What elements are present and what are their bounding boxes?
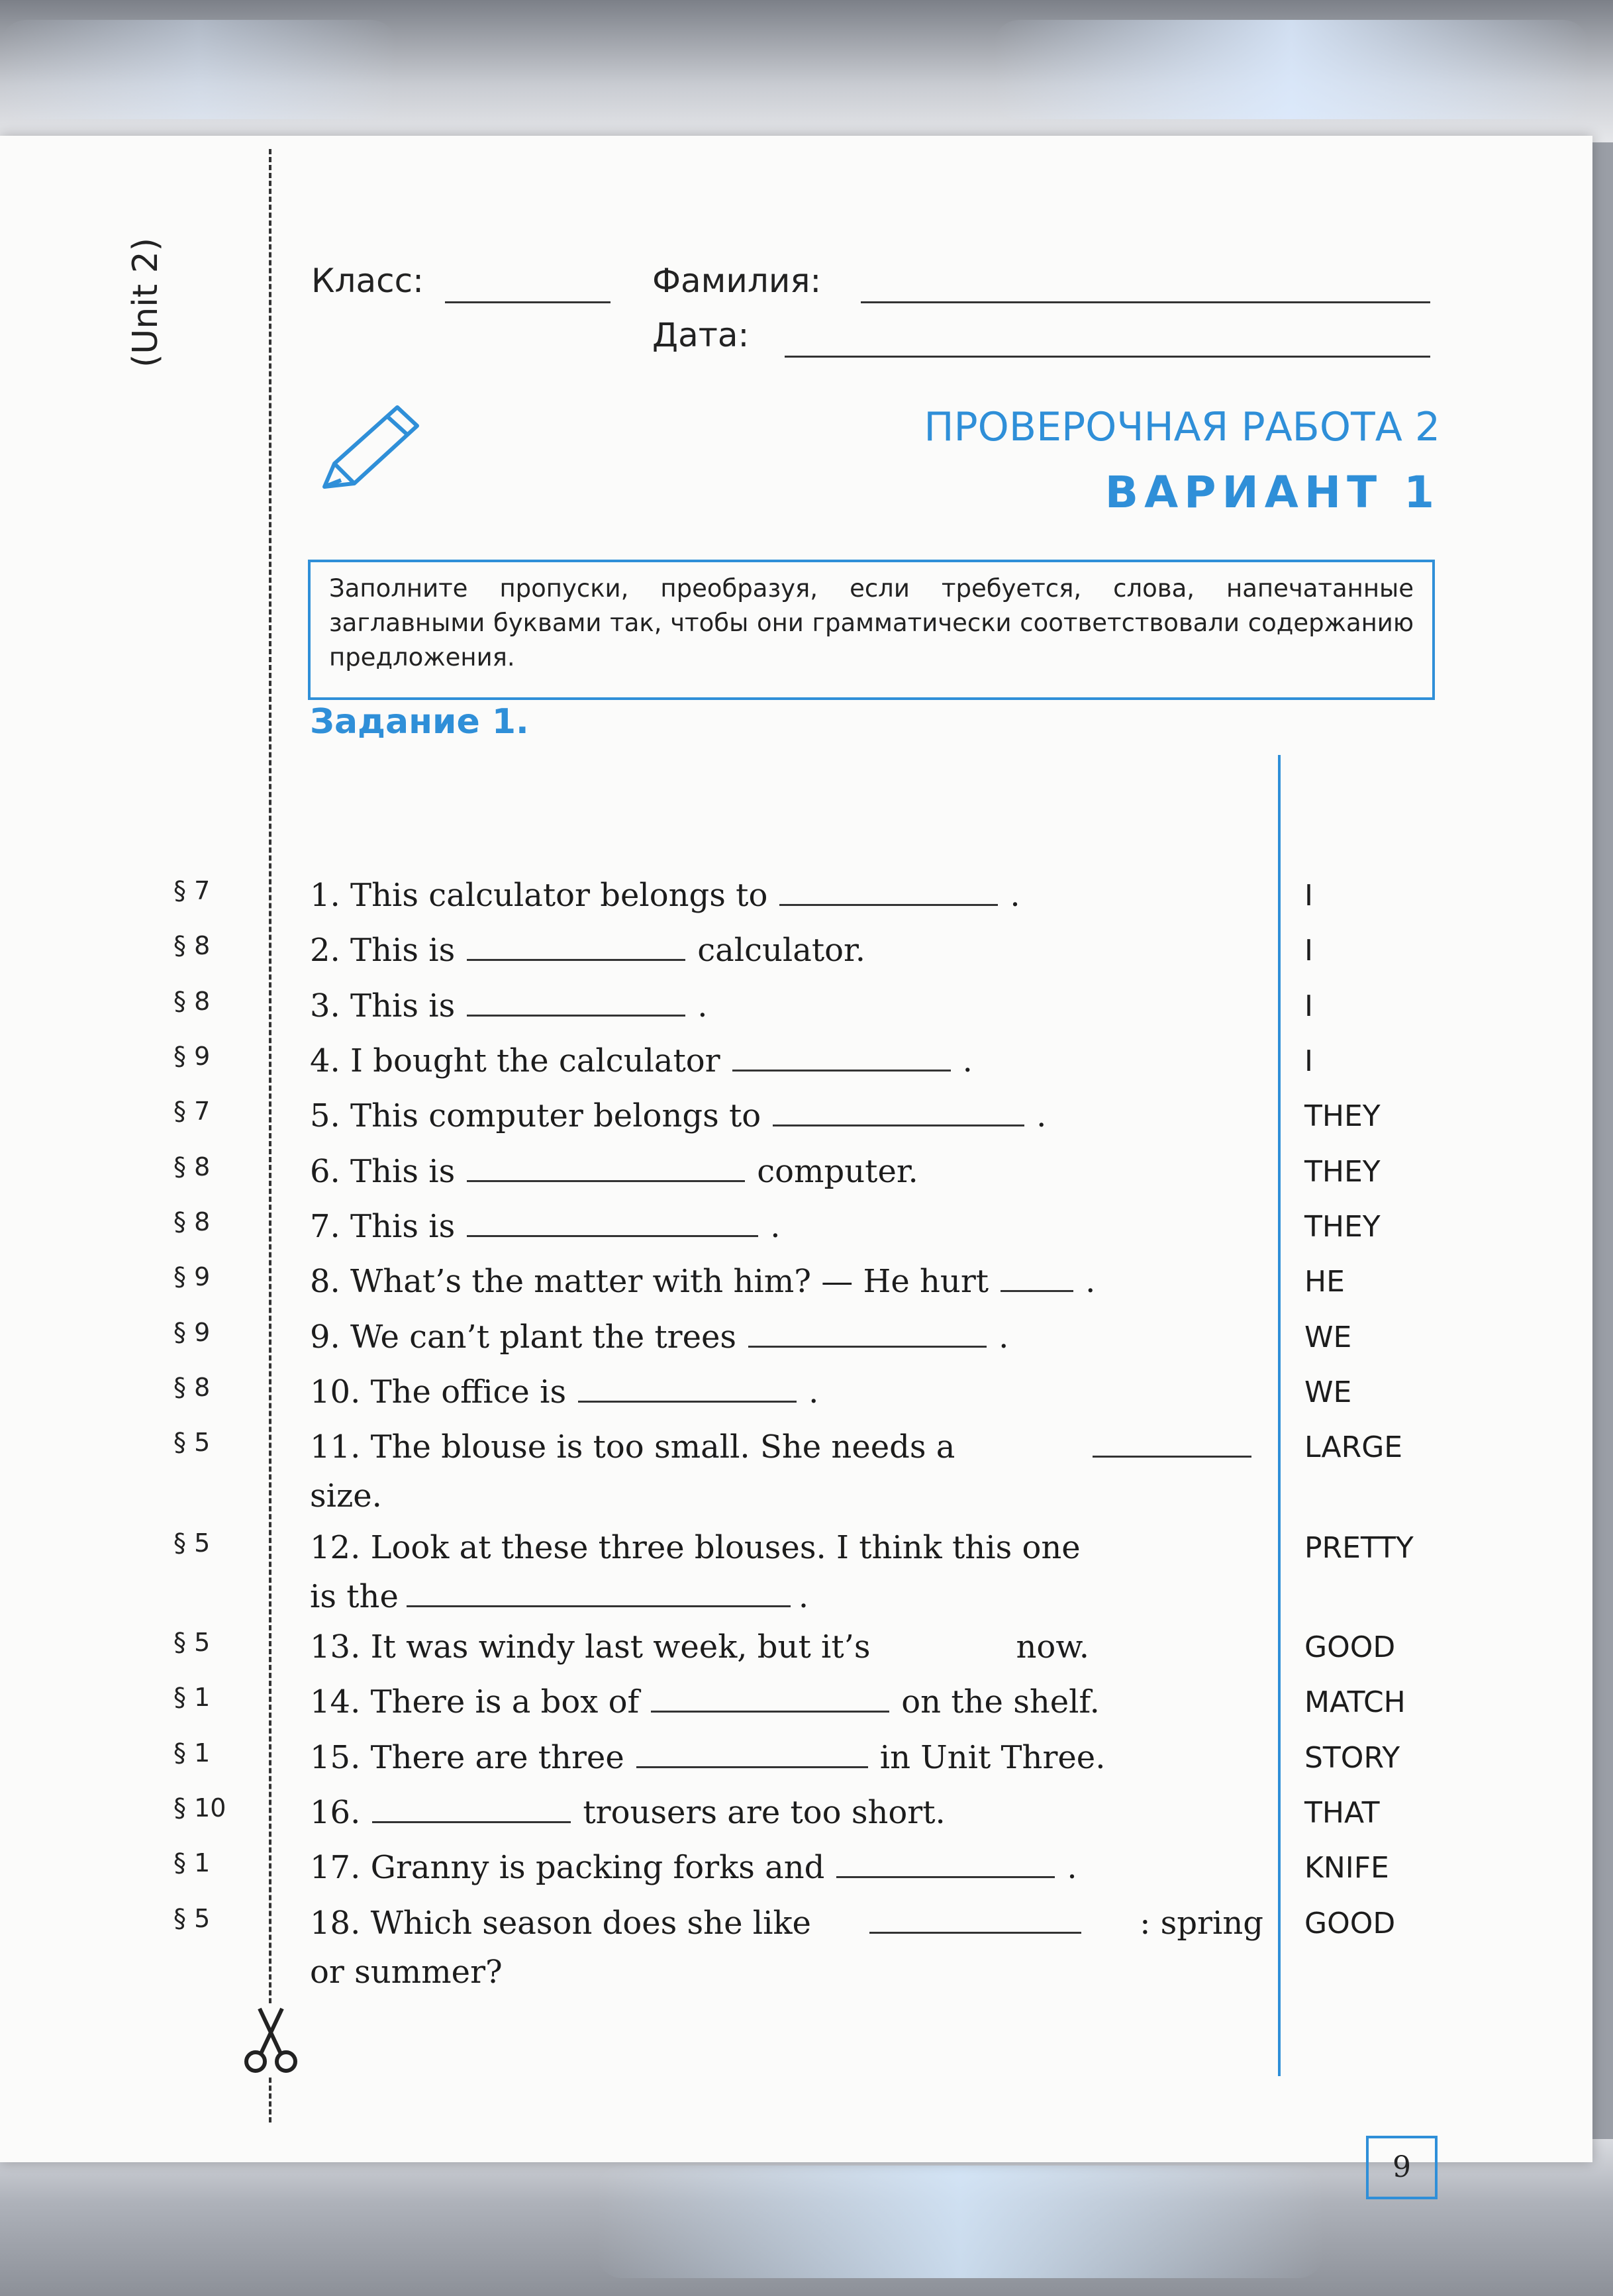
item-text-after: now. — [1016, 1628, 1089, 1666]
item-continuation: size. — [310, 1477, 382, 1515]
date-label: Дата: — [652, 316, 750, 354]
base-word: LARGE — [1304, 1430, 1403, 1464]
paragraph-ref: § 5 — [173, 1904, 211, 1933]
answer-blank[interactable] — [836, 1847, 1055, 1878]
base-word: THEY — [1304, 1099, 1381, 1133]
unit-label: (Unit 2) — [126, 237, 166, 368]
surname-label: Фамилия: — [652, 262, 822, 300]
item-text-after: calculator. — [697, 932, 865, 969]
exercise-item — [310, 1368, 1263, 1417]
base-word: WE — [1304, 1321, 1352, 1354]
base-word: WE — [1304, 1375, 1352, 1409]
exercise-item — [310, 871, 1263, 920]
paragraph-ref: § 7 — [173, 1097, 211, 1126]
item-text-after: . — [1085, 1263, 1096, 1300]
item-text: 12. Look at these three blouses. I think this one — [310, 1529, 1081, 1566]
item-text-after: . — [1010, 877, 1020, 914]
item-text-after: : spring — [1140, 1905, 1263, 1942]
item-text: 14. There is a box of — [310, 1683, 640, 1721]
answer-blank[interactable] — [407, 1576, 791, 1607]
item-text-after: computer. — [757, 1153, 918, 1190]
scissors-icon — [241, 2003, 301, 2076]
item-continuation: or summer? — [310, 1954, 503, 1991]
item-text: 4. I bought the calculator — [310, 1042, 720, 1079]
paragraph-ref: § 9 — [173, 1318, 211, 1347]
item-text-after: . — [770, 1208, 781, 1245]
answer-blank[interactable] — [1093, 1426, 1251, 1458]
exercise-item — [310, 1523, 1263, 1621]
answer-blank[interactable] — [467, 1151, 745, 1182]
answer-blank[interactable] — [779, 875, 998, 906]
item-text: 8. What’s the matter with him? — He hurt — [310, 1263, 989, 1300]
paragraph-ref: § 5 — [173, 1628, 211, 1657]
base-word: GOOD — [1304, 1907, 1396, 1940]
paragraph-ref: § 9 — [173, 1262, 211, 1291]
exercise-item — [310, 1899, 1263, 1997]
item-text: 16. — [310, 1794, 361, 1831]
item-text: 7. This is — [310, 1208, 456, 1245]
test-title: ПРОВЕРОЧНАЯ РАБОТА 2 — [924, 404, 1440, 450]
paragraph-ref: § 8 — [173, 1373, 211, 1402]
answer-blank[interactable] — [578, 1372, 797, 1403]
exercise-item — [310, 1257, 1263, 1306]
answer-blank[interactable] — [372, 1792, 571, 1823]
exercise-item — [310, 1622, 1263, 1672]
task-title: Задание 1. — [310, 702, 529, 742]
exercise-item — [310, 1091, 1263, 1140]
paragraph-ref: § 1 — [173, 1848, 211, 1877]
exercise-item — [310, 1036, 1263, 1085]
date-field[interactable] — [785, 356, 1430, 358]
base-word: I — [1304, 934, 1313, 968]
base-word: HE — [1304, 1265, 1345, 1299]
item-text: 5. This computer belongs to — [310, 1097, 761, 1134]
base-word: STORY — [1304, 1741, 1400, 1775]
item-text: 3. This is — [310, 987, 456, 1024]
item-text-after: . — [1036, 1097, 1047, 1134]
exercise-item — [310, 1423, 1263, 1521]
item-text: 1. This calculator belongs to — [310, 877, 768, 914]
item-text: 2. This is — [310, 932, 456, 969]
item-text-after: . — [1067, 1849, 1077, 1886]
paragraph-ref: § 8 — [173, 987, 211, 1016]
item-text: 10. The office is — [310, 1373, 567, 1411]
item-text-after: . — [962, 1042, 973, 1079]
paragraph-ref: § 1 — [173, 1738, 211, 1768]
item-text-after: in Unit Three. — [879, 1739, 1106, 1776]
class-field[interactable] — [445, 301, 611, 303]
paragraph-ref: § 8 — [173, 1152, 211, 1181]
paragraph-ref: § 1 — [173, 1683, 211, 1712]
paragraph-ref: § 9 — [173, 1042, 211, 1071]
pencil-icon — [311, 401, 424, 500]
base-word: THEY — [1304, 1155, 1381, 1189]
item-text: 11. The blouse is too small. She needs a — [310, 1428, 955, 1466]
base-word: MATCH — [1304, 1685, 1406, 1719]
answer-blank[interactable] — [773, 1095, 1024, 1126]
exercise-item — [310, 1147, 1263, 1196]
answer-blank[interactable] — [1001, 1261, 1073, 1292]
base-word: I — [1304, 1044, 1313, 1078]
item-text-after: trousers are too short. — [583, 1794, 946, 1831]
paragraph-ref: § 5 — [173, 1428, 211, 1457]
exercise-item — [310, 1202, 1263, 1251]
base-word: I — [1304, 879, 1313, 913]
paragraph-ref: § 7 — [173, 876, 211, 905]
paragraph-ref: § 8 — [173, 1207, 211, 1236]
worksheet-page — [0, 136, 1592, 2184]
item-text: 9. We can’t plant the trees — [310, 1319, 737, 1356]
answer-blank[interactable] — [869, 1903, 1081, 1934]
answer-blank[interactable] — [467, 1206, 758, 1237]
variant-title: ВАРИАНТ 1 — [1104, 467, 1440, 518]
paragraph-ref: § 8 — [173, 931, 211, 960]
item-text: 17. Granny is packing forks and — [310, 1849, 825, 1886]
base-word: THAT — [1304, 1796, 1380, 1830]
item-text: 18. Which season does she like — [310, 1905, 811, 1942]
paragraph-ref: § 5 — [173, 1528, 211, 1558]
answer-blank[interactable] — [651, 1681, 889, 1713]
answer-blank[interactable] — [636, 1737, 868, 1768]
exercise-item — [310, 1788, 1263, 1837]
base-word: THEY — [1304, 1210, 1381, 1244]
item-continuation-after: . — [798, 1578, 809, 1615]
item-text-after: on the shelf. — [901, 1683, 1100, 1721]
base-word: KNIFE — [1304, 1851, 1389, 1885]
exercise-item — [310, 1313, 1263, 1362]
item-text: 6. This is — [310, 1153, 456, 1190]
item-text: 15. There are three — [310, 1739, 624, 1776]
item-continuation: is the — [310, 1578, 399, 1615]
base-word: GOOD — [1304, 1630, 1396, 1664]
item-text: 13. It was windy last week, but it’s — [310, 1628, 871, 1666]
answer-blank[interactable] — [467, 985, 685, 1017]
exercise-item — [310, 1677, 1263, 1726]
exercise-item — [310, 1733, 1263, 1782]
instruction-box: Заполните пропуски, преобразуя, если требуется, слова, напечатанные заглавными буквами так, чтобы они грамматически соответствовали содержанию предложения. — [308, 560, 1435, 700]
exercise-item — [310, 926, 1263, 975]
item-text-after: . — [999, 1319, 1009, 1356]
exercise-item — [310, 981, 1263, 1030]
item-text-after: . — [808, 1373, 819, 1411]
page-number: 9 — [1366, 2136, 1438, 2199]
base-word: PRETTY — [1304, 1531, 1414, 1565]
surname-field[interactable] — [861, 301, 1430, 303]
cut-line — [269, 149, 271, 2122]
base-word: I — [1304, 989, 1313, 1023]
item-text-after: . — [697, 987, 708, 1024]
class-label: Класс: — [311, 262, 424, 300]
scan-background-top — [0, 0, 1613, 142]
exercise-item — [310, 1843, 1263, 1892]
answer-blank[interactable] — [748, 1317, 987, 1348]
word-column-divider — [1278, 755, 1281, 2076]
answer-blank[interactable] — [467, 930, 685, 961]
paragraph-ref: § 10 — [173, 1793, 226, 1822]
answer-blank[interactable] — [732, 1040, 951, 1072]
